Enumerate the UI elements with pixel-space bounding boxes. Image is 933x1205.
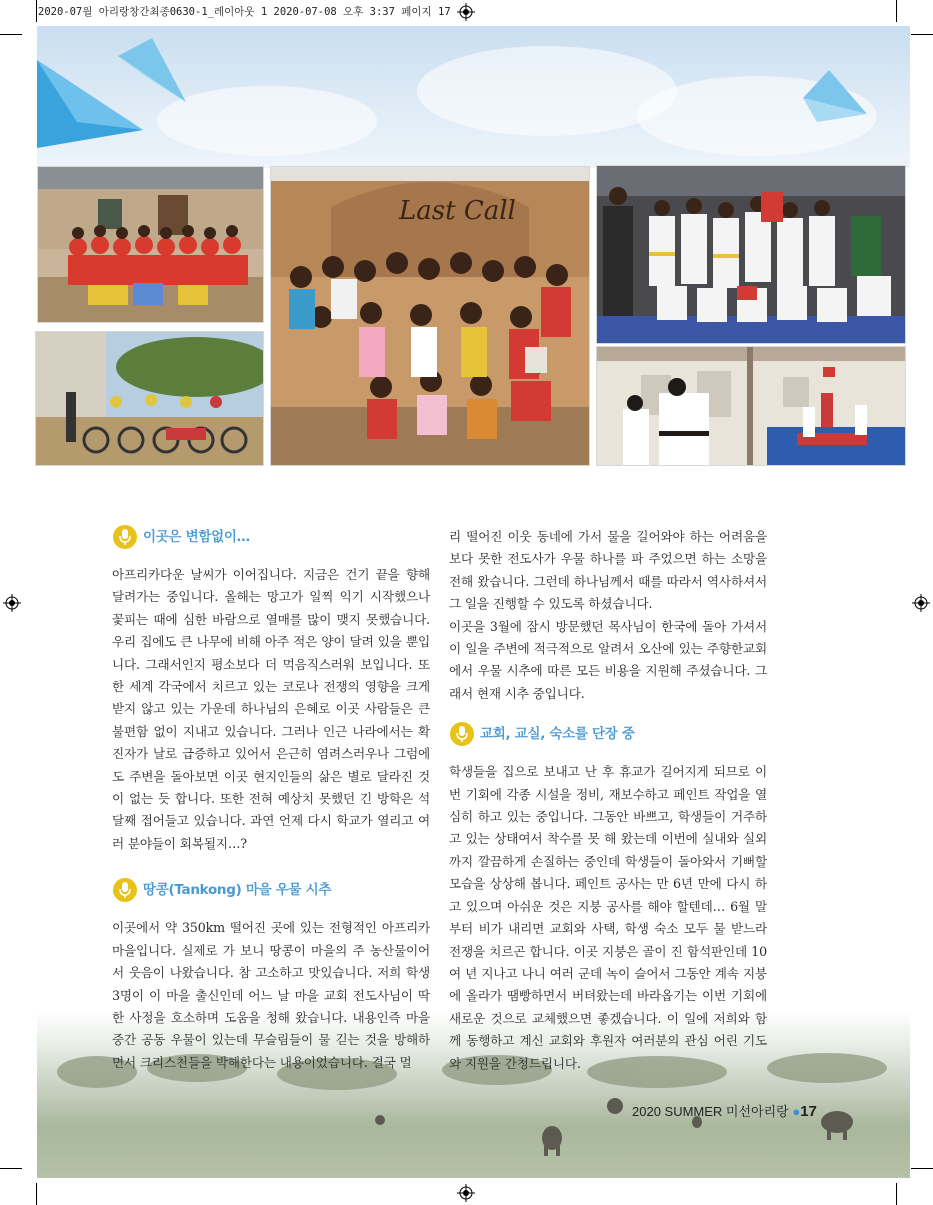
last-call-sign: Last Call <box>399 196 516 226</box>
section-body: 학생들을 집으로 보내고 난 후 휴교가 길어지게 되므로 이번 기회에 각종 시설을 정비, 재보수하고 페인트 작업을 열심히 하고 있는 중입니다. 그동안 바쁘고, 학생들이 거주하고 있는 상태여서 착수를 못 해 왔는데 이번에 실내와 실외까지 깔끔하게 손질하는 중인데 학생들이 돌아와서 기뻐할 모습을 상상해 봅니다. 페인트 공사는 만 6년 만에 다시 하고 있으며 아쉬운 것은 지붕 공사를 해야 할텐데… 6월 말부터 비가 내리면 교회와 사택, 학생 숙소 모두 물 받느라 전쟁을 치르곤 합니다. 이곳 지붕은 골이 진 함석판인데 10여 년 지나고 나니 여러 군데 녹이 슬어서 그동안 계속 지붕에 올라가 땜빵하면서 버텨왔는데 바라옵기는 이번 기회에 새로운 것으로 교체했으면 좋겠습니다. 이 일에 저희와 함께 동행하고 계신 교회와 후원자 여러분의 관심 어린 기도와 지원을 간청드립니다. <box>449 764 767 1071</box>
photo-group-red-shirts <box>37 166 264 323</box>
section-body: 이곳에서 약 350km 떨어진 곳에 있는 전형적인 아프리카 마을입니다. 실제로 가 보니 땅콩이 마을의 주 농산물이어서 웃음이 나왔습니다. 참 고소하고 맛있습니다. 저희 학생 3명이 이 마을 출신인데 어느 날 마을 교회 전도사님이 딱한 사정을 호소하며 도움을 청해 왔습니다. 내용인즉 마을 중간 공동 우물이 있는데 무슬림들이 물 긷는 것을 방해하면서 크리스천들을 박해한다는 내용이었습니다. 결국 멀 <box>112 920 430 1070</box>
section-title: 땅콩(Tankong) 마을 우물 시추 <box>143 882 332 899</box>
microphone-icon <box>449 721 475 747</box>
microphone-icon <box>112 524 138 550</box>
registration-mark-icon <box>457 1184 475 1202</box>
section-title: 교회, 교실, 숙소를 단장 중 <box>480 726 635 743</box>
crop-mark <box>911 1168 933 1169</box>
section-heading <box>449 719 767 749</box>
section-body: 리 떨어진 이웃 동네에 가서 물을 길어와야 하는 어려움을 보다 못한 전도사가 우물 하나를 파 주었으면 하는 소망을 전해 왔습니다. 그런데 하나님께서 때를 따라서 역사하셔서 그 일을 진행할 수 있도록 하셨습니다. <box>449 529 767 612</box>
crop-mark <box>36 0 37 22</box>
section-heading <box>112 522 430 552</box>
microphone-icon <box>112 877 138 903</box>
crop-mark <box>896 0 897 22</box>
page-footer <box>632 1101 817 1120</box>
photo-last-call-church-group <box>270 166 590 466</box>
registration-mark-icon <box>912 594 930 612</box>
section-title: 이곳은 변함없이… <box>143 528 250 545</box>
crop-mark <box>0 34 22 35</box>
registration-mark-icon <box>3 594 21 612</box>
cloud-shape <box>157 86 377 156</box>
page-number: 17 <box>800 1103 817 1120</box>
crop-mark <box>911 34 933 35</box>
paper-plane-icon <box>803 70 867 122</box>
crop-mark <box>896 1183 897 1205</box>
section-body: 아프리카다운 날씨가 이어집니다. 지금은 건기 끝을 향해 달려가는 중입니다. 올해는 망고가 일찍 익기 시작했으나 꽃피는 때에 심한 바람으로 열매를 많이 맺지 못했습니다. 우리 집에도 큰 나무에 비해 아주 적은 양이 달려 있을 뿐입니다. 그래서인지 평소보다 더 먹음직스러워 보입니다. 또한 세계 각국에서 치르고 있는 코로나 전쟁의 영향을 크게 받지 않고 있는 가운데 하나님의 은혜로 이곳 사람들은 큰 불편함 없이 지내고 있습니다. 그러나 인근 나라에서는 확진자가 날로 급증하고 있어서 은근히 염려스러우나 그럼에도 주변을 돌아보면 이곳 현지인들의 삶은 별로 달라진 것이 없는 듯 합니다. 또한 전혀 예상치 못했던 긴 방학은 석 달째 접어들고 있습니다. 과연 언제 다시 학교가 열리고 여러 분야들이 회복될지…? <box>112 567 430 851</box>
photo-taekwondo-dojang <box>596 346 906 466</box>
section-body: 이곳을 3월에 잠시 방문했던 목사님이 한국에 돌아 가셔서 이 일을 주변에 적극적으로 알려서 오산에 있는 주향한교회에서 우물 시추에 따른 모든 비용을 지원해 주셨습니다. 그래서 현재 시추 중입니다. <box>449 618 767 701</box>
slug-line: 2020-07월 아리랑창간최종0630-1_레이아웃 1 2020-07-08 오후 3:37 페이지 17 <box>38 6 451 18</box>
text-column-left <box>112 520 430 1074</box>
footer-label: 2020 SUMMER 미선아리랑 <box>632 1104 789 1119</box>
footer-bullet: ● <box>792 1104 801 1119</box>
photo-bicycles-group <box>35 331 264 466</box>
photo-taekwondo-class <box>596 165 906 344</box>
section-heading <box>112 875 430 905</box>
crop-mark <box>0 1168 22 1169</box>
crop-mark <box>36 1183 37 1205</box>
paper-plane-icon <box>118 38 186 102</box>
text-column-right <box>449 526 767 1075</box>
registration-mark-icon <box>457 3 475 21</box>
